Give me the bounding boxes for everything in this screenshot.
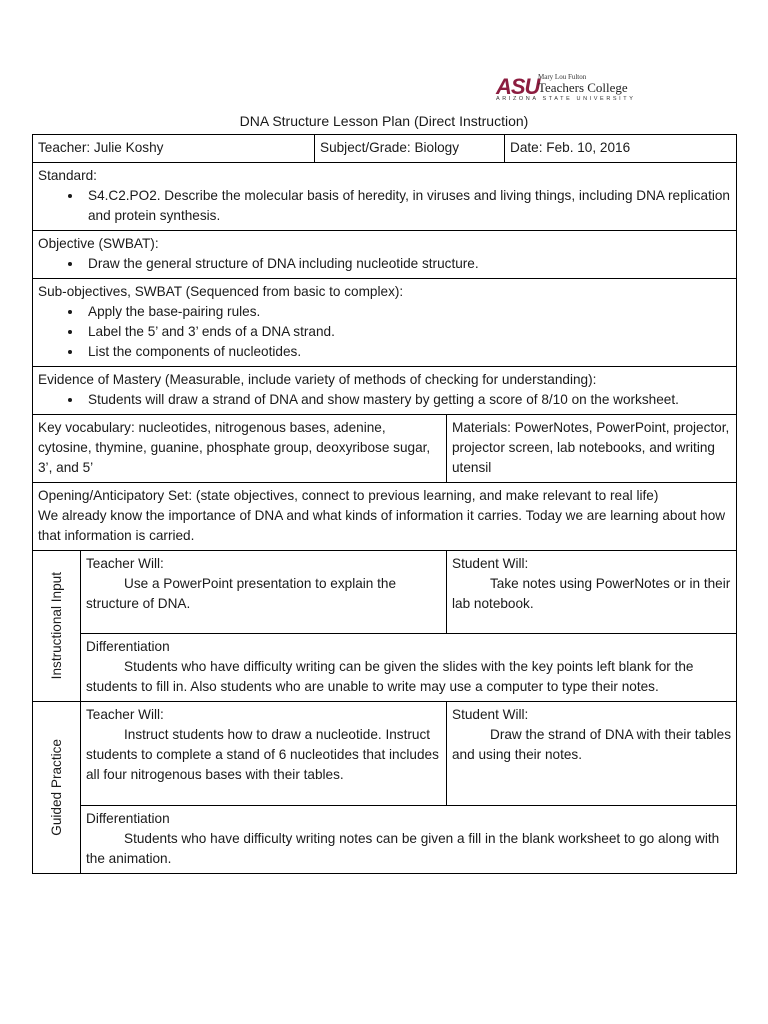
- ii-teacher-cell: [81, 551, 447, 634]
- list-item: • List the components of nucleotides.: [83, 342, 731, 362]
- standard-cell: [33, 163, 737, 231]
- vocabulary-materials-row: [33, 415, 737, 483]
- logo-small-text: Mary Lou Fulton: [538, 73, 587, 81]
- standard-row: [33, 163, 737, 231]
- subject-cell: Subject/Grade: Biology: [315, 135, 505, 163]
- opening-text: We already know the importance of DNA and what kinds of information it carries. Today we are learning about how that information is carried.: [38, 508, 726, 543]
- sub-objectives-cell: [33, 279, 737, 367]
- ii-teacher-text: Use a PowerPoint presentation to explain the structure of DNA.: [86, 576, 397, 611]
- instructional-input-row: [33, 551, 737, 634]
- guided-practice-label: Guided Practice: [48, 739, 64, 836]
- gp-student-text: Draw the strand of DNA with their tables and using their notes.: [452, 727, 732, 762]
- ii-student-label: Student Will:: [452, 556, 529, 571]
- guided-practice-side: [33, 702, 81, 874]
- ii-differentiation-cell: [81, 634, 737, 702]
- asu-teachers-college-logo: [496, 72, 636, 104]
- list-item: • S4.C2.PO2. Describe the molecular basis of heredity, in viruses and living things, including DNA replication and protein synthesis.: [83, 186, 731, 226]
- instructional-input-label: Instructional Input: [48, 572, 64, 680]
- logo-college-name: Teachers College: [538, 80, 628, 95]
- opening-row: [33, 483, 737, 551]
- gp-diff-text: Students who have difficulty writing notes can be given a fill in the blank worksheet to go along with the animation.: [86, 831, 720, 866]
- ii-diff-text: Students who have difficulty writing can be given the slides with the key points left blank for the students to fill in. Also students who are unable to write may use a computer to type their notes.: [86, 659, 694, 694]
- lesson-plan-table: [32, 134, 737, 874]
- document-title: DNA Structure Lesson Plan (Direct Instruction): [239, 113, 529, 129]
- teacher-cell: Teacher: Julie Koshy: [33, 135, 315, 163]
- evidence-list: [38, 390, 731, 410]
- sub-objectives-row: [33, 279, 737, 367]
- guided-practice-row: [33, 702, 737, 806]
- ii-student-cell: [447, 551, 737, 634]
- header-row: [33, 135, 737, 163]
- materials-cell: Materials: PowerNotes, PowerPoint, projector, projector screen, lab notebooks, and writing utensil: [447, 415, 737, 483]
- guided-practice-diff-row: [33, 806, 737, 874]
- list-item: • Apply the base-pairing rules.: [83, 302, 731, 322]
- list-item: • Students will draw a strand of DNA and show mastery by getting a score of 8/10 on the worksheet.: [83, 390, 731, 410]
- sub-objectives-label: Sub-objectives, SWBAT (Sequenced from basic to complex):: [38, 284, 404, 299]
- instructional-input-diff-row: [33, 634, 737, 702]
- gp-student-cell: [447, 702, 737, 806]
- evidence-row: [33, 367, 737, 415]
- objective-label: Objective (SWBAT):: [38, 236, 159, 251]
- ii-diff-label: Differentiation: [86, 639, 170, 654]
- gp-teacher-label: Teacher Will:: [86, 707, 164, 722]
- logo-university-name: ARIZONA STATE UNIVERSITY: [496, 96, 636, 102]
- gp-teacher-cell: [81, 702, 447, 806]
- gp-student-label: Student Will:: [452, 707, 529, 722]
- date-cell: Date: Feb. 10, 2016: [505, 135, 737, 163]
- objective-list: [38, 254, 731, 274]
- sub-objectives-list: [38, 302, 731, 362]
- ii-student-text: Take notes using PowerNotes or in their lab notebook.: [452, 576, 731, 611]
- gp-differentiation-cell: [81, 806, 737, 874]
- objective-row: [33, 231, 737, 279]
- standard-label: Standard:: [38, 168, 97, 183]
- list-item: • Label the 5’ and 3’ ends of a DNA strand.: [83, 322, 731, 342]
- ii-teacher-label: Teacher Will:: [86, 556, 164, 571]
- asu-logo-mark: ASU: [496, 74, 540, 99]
- evidence-cell: [33, 367, 737, 415]
- instructional-input-side: [33, 551, 81, 702]
- standard-list: [38, 186, 731, 226]
- opening-label: Opening/Anticipatory Set: (state objectives, connect to previous learning, and make relevant to real life): [38, 488, 659, 503]
- evidence-label: Evidence of Mastery (Measurable, include variety of methods of checking for understanding):: [38, 372, 597, 387]
- gp-diff-label: Differentiation: [86, 811, 170, 826]
- opening-cell: [33, 483, 737, 551]
- objective-cell: [33, 231, 737, 279]
- vocabulary-cell: Key vocabulary: nucleotides, nitrogenous bases, adenine, cytosine, thymine, guanine, phosphate group, deoxyribose sugar, 3’, and 5’: [33, 415, 447, 483]
- gp-teacher-text: Instruct students how to draw a nucleotide. Instruct students to complete a stand of 6 nucleotides that includes all four nitrogenous bases with their tables.: [86, 727, 439, 782]
- list-item: • Draw the general structure of DNA including nucleotide structure.: [83, 254, 731, 274]
